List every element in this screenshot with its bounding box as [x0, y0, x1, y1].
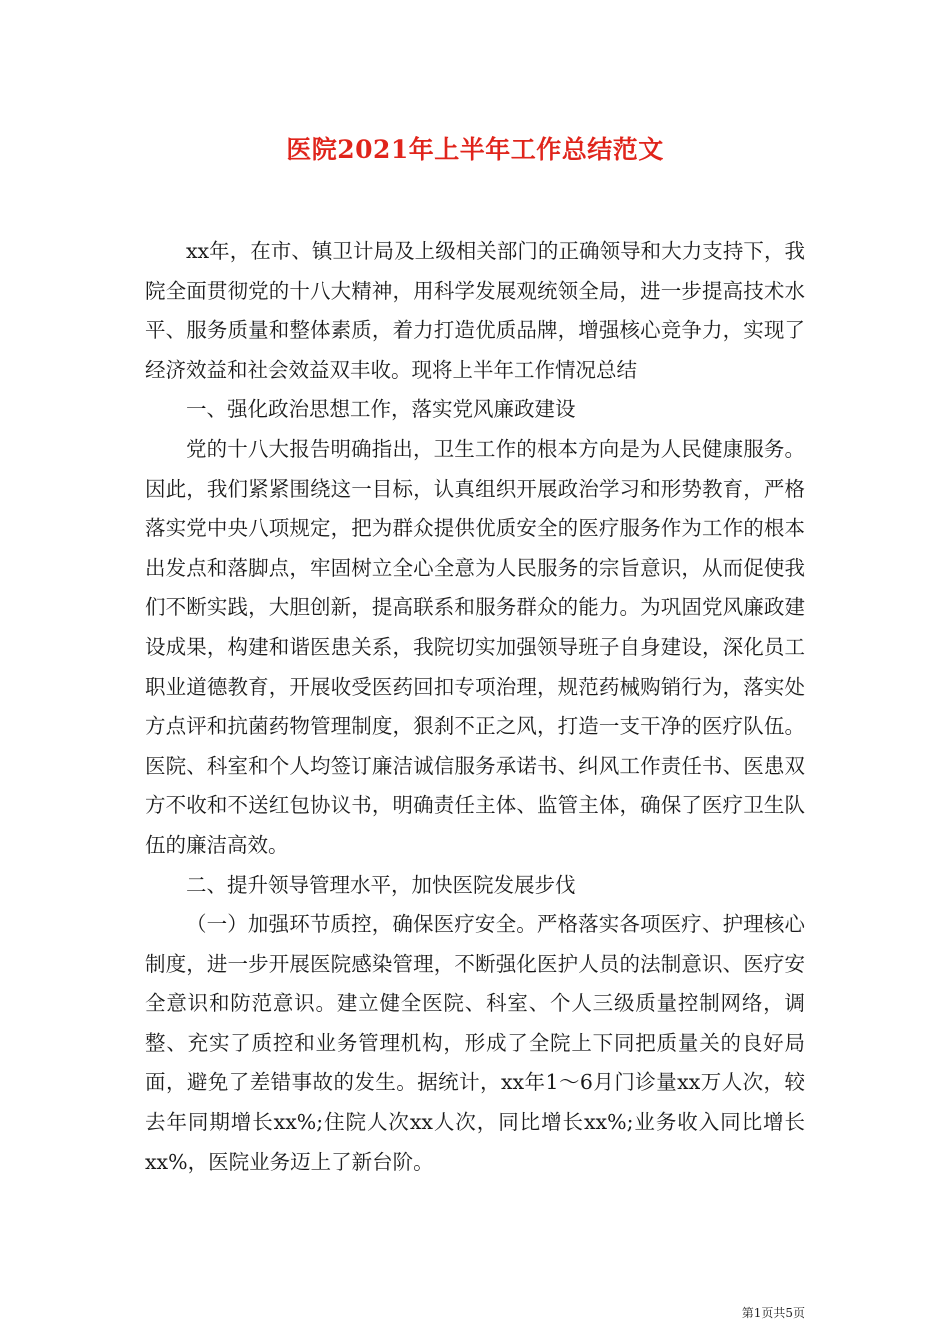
- page-title: 医院2021年上半年工作总结范文: [286, 135, 664, 164]
- section-heading-2: 二、提升领导管理水平，加快医院发展步伐: [186, 872, 576, 897]
- section-1-paragraph: 党的十八大报告明确指出，卫生工作的根本方向是为人民健康服务。因此，我们紧紧围绕这一目标，认真组织开展政治学习和形势教育，严格落实党中央八项规定，把为群众提供优质安全的医疗服务作为工作的根本出发点和落脚点，牢固树立全心全意为人民服务的宗旨意识，从而促使我们不断实践，大胆创新，提高联系和服务群众的能力。为巩固党风廉政建设成果，构建和谐医患关系，我院切实加强领导班子自身建设，深化员工职业道德教育，开展收受医药回扣专项治理，规范药械购销行为，落实处方点评和抗菌药物管理制度，狠刹不正之风，打造一支干净的医疗队伍。医院、科室和个人均签订廉洁诚信服务承诺书、纠风工作责任书、医患双方不收和不送红包协议书，明确责任主体、监管主体，确保了医疗卫生队伍的廉洁高效。: [145, 436, 805, 857]
- page-number-footer: 第1页共5页: [741, 1306, 805, 1320]
- section-2-paragraph: （一）加强环节质控，确保医疗安全。严格落实各项医疗、护理核心制度，进一步开展医院感染管理，不断强化医护人员的法制意识、医疗安全意识和防范意识。建立健全医院、科室、个人三级质量控制网络，调整、充实了质控和业务管理机构，形成了全院上下同把质量关的良好局面，避免了差错事故的发生。据统计，xx年1～6月门诊量xx万人次，较去年同期增长xx%;住院人次xx人次，同比增长xx%;业务收入同比增长xx%，医院业务迈上了新台阶。: [145, 912, 805, 1174]
- document-body: [145, 232, 805, 1182]
- intro-paragraph: xx年，在市、镇卫计局及上级相关部门的正确领导和大力支持下，我院全面贯彻党的十八大精神，用科学发展观统领全局，进一步提高技术水平、服务质量和整体素质，着力打造优质品牌，增强核心竞争力，实现了经济效益和社会效益双丰收。现将上半年工作情况总结: [145, 239, 805, 382]
- section-heading-1: 一、强化政治思想工作，落实党风廉政建设: [186, 397, 576, 422]
